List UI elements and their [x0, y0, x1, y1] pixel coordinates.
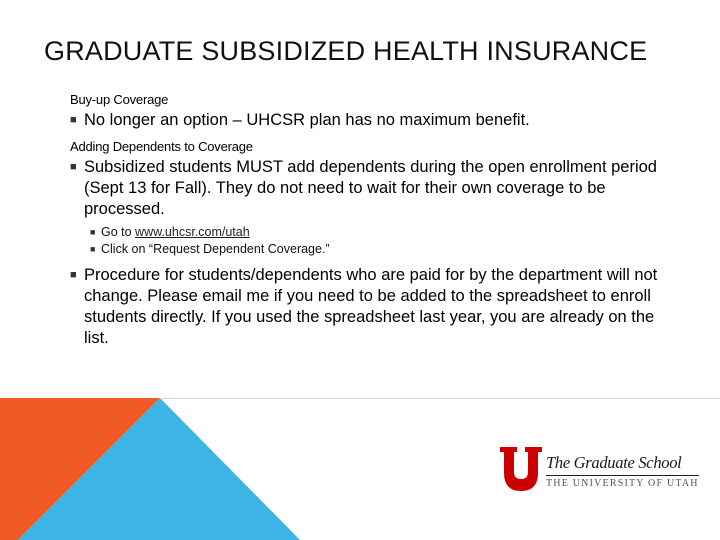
bullet-text: No longer an option – UHCSR plan has no maximum benefit. — [84, 111, 530, 129]
bullet-subsidized-dependents — [70, 157, 670, 220]
sub-bullet-request-coverage — [90, 241, 670, 258]
section-label-dependents: Adding Dependents to Coverage — [70, 139, 253, 154]
logo-subtitle: THE UNIVERSITY OF UTAH — [546, 478, 699, 489]
bullet-text: Procedure for students/dependents who are paid for by the department will not change. Please email me if you need to be added to the spreadsheet to enroll students directly. If you used the spreadsheet last year, you are already on the list. — [84, 266, 658, 347]
logo-title: The Graduate School — [546, 453, 699, 476]
square-bullet-icon: ■ — [70, 114, 77, 126]
square-bullet-icon: ■ — [70, 161, 77, 173]
sub-bullet-text — [101, 224, 250, 241]
sub-bullet-prefix: Go to — [101, 225, 136, 239]
bullet-department-procedure — [70, 265, 670, 349]
section-label-buy-up: Buy-up Coverage — [70, 92, 169, 107]
uhcsr-link[interactable]: www.uhcsr.com/utah — [135, 225, 250, 239]
university-u-logo-icon — [500, 447, 542, 491]
sub-bullet-go-to — [90, 224, 670, 241]
bullet-buy-up — [70, 110, 670, 131]
square-bullet-icon: ■ — [70, 269, 77, 281]
slide-content — [70, 92, 670, 349]
square-bullet-icon: ■ — [90, 244, 96, 254]
bullet-text: Subsidized students MUST add dependents during the open enrollment period (Sept 13 for Fall). They do not need to wait for their own coverage to be processed. — [84, 158, 657, 218]
graduate-school-logo — [546, 453, 699, 489]
sub-bullet-text: Click on “Request Dependent Coverage.” — [101, 242, 330, 256]
slide-title: GRADUATE SUBSIDIZED HEALTH INSURANCE — [44, 36, 648, 66]
square-bullet-icon: ■ — [90, 227, 96, 237]
